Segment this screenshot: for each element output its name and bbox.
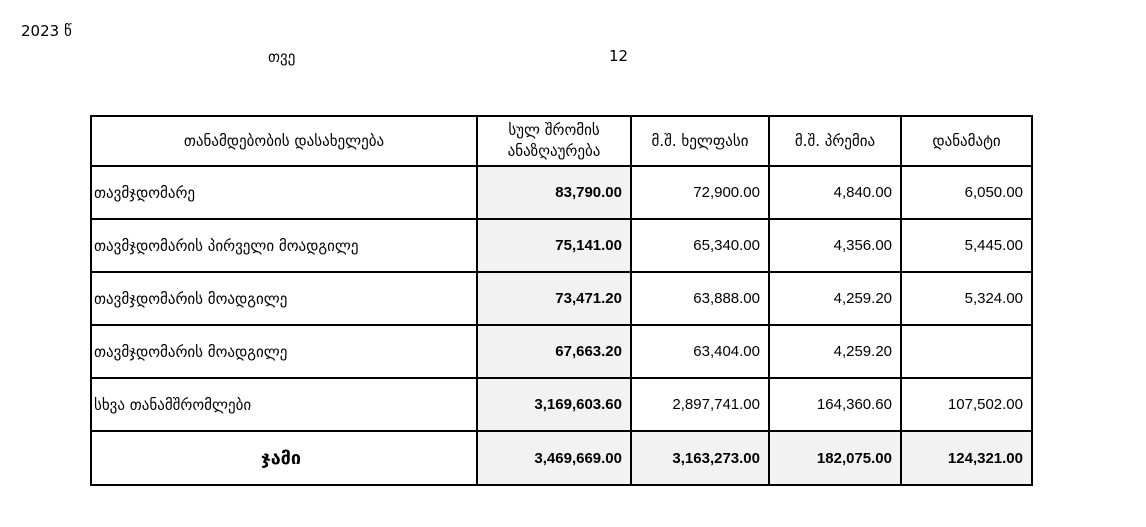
position-cell: თავმჯდომარის მოადგილე: [91, 272, 477, 325]
supplement-cell: 5,324.00: [901, 272, 1032, 325]
supplement-cell: 6,050.00: [901, 166, 1032, 219]
salary-cell: 63,404.00: [631, 325, 769, 378]
position-cell: თავმჯდომარის პირველი მოადგილე: [91, 219, 477, 272]
supplement-cell: 5,445.00: [901, 219, 1032, 272]
year-label: 2023 წ: [21, 22, 72, 40]
supplement-cell: 107,502.00: [901, 378, 1032, 431]
column-header-supplement: დანამატი: [901, 116, 1032, 166]
table-row: [91, 219, 1032, 272]
column-header-salary: მ.შ. ხელფასი: [631, 116, 769, 166]
total-row: [91, 431, 1032, 485]
table-row: [91, 378, 1032, 431]
salary-sum: 3,163,273.00: [631, 431, 769, 485]
salary-cell: 2,897,741.00: [631, 378, 769, 431]
month-label: თვე: [268, 48, 296, 66]
total-pay-sum: 3,469,669.00: [477, 431, 631, 485]
table-row: [91, 272, 1032, 325]
total-pay-cell: 75,141.00: [477, 219, 631, 272]
column-header-position: თანამდებობის დასახელება: [91, 116, 477, 166]
bonus-cell: 4,259.20: [769, 272, 901, 325]
column-header-bonus: მ.შ. პრემია: [769, 116, 901, 166]
bonus-cell: 164,360.60: [769, 378, 901, 431]
supplement-cell: [901, 325, 1032, 378]
salary-cell: 65,340.00: [631, 219, 769, 272]
position-cell: სხვა თანამშრომლები: [91, 378, 477, 431]
bonus-cell: 4,259.20: [769, 325, 901, 378]
position-cell: თავმჯდომარის მოადგილე: [91, 325, 477, 378]
total-pay-cell: 67,663.20: [477, 325, 631, 378]
column-header-total-pay: სულ შრომის ანაზღაურება: [477, 116, 631, 166]
position-cell: თავმჯდომარე: [91, 166, 477, 219]
bonus-cell: 4,356.00: [769, 219, 901, 272]
month-value: 12: [609, 47, 629, 65]
salary-table: [90, 115, 1033, 486]
total-label: ჯამი: [91, 431, 477, 485]
bonus-cell: 4,840.00: [769, 166, 901, 219]
table-header-row: [91, 116, 1032, 166]
supplement-sum: 124,321.00: [901, 431, 1032, 485]
bonus-sum: 182,075.00: [769, 431, 901, 485]
total-pay-cell: 83,790.00: [477, 166, 631, 219]
table-row: [91, 166, 1032, 219]
salary-cell: 63,888.00: [631, 272, 769, 325]
total-pay-cell: 73,471.20: [477, 272, 631, 325]
table-row: [91, 325, 1032, 378]
total-pay-cell: 3,169,603.60: [477, 378, 631, 431]
salary-cell: 72,900.00: [631, 166, 769, 219]
